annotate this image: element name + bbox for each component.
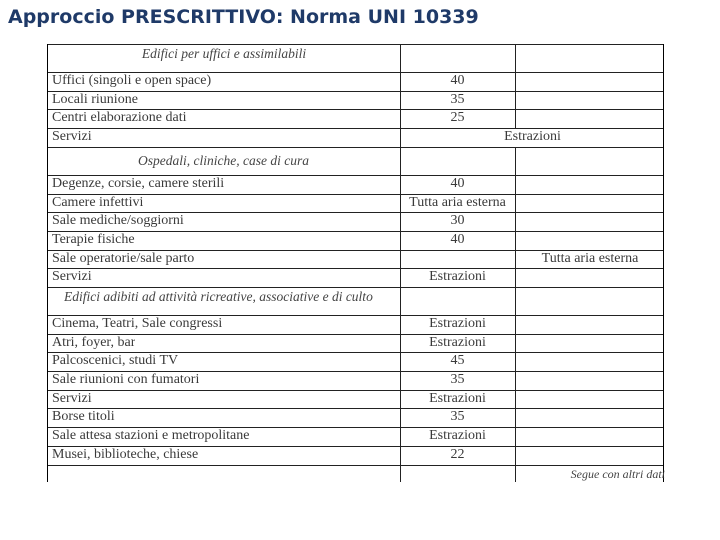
row-label: Servizi <box>52 129 92 144</box>
table-grid <box>48 44 663 482</box>
column-divider <box>515 44 516 72</box>
column-divider <box>515 212 516 231</box>
row-value: 35 <box>450 409 465 424</box>
row-divider <box>48 390 663 391</box>
row-divider <box>48 91 663 92</box>
row-label: Servizi <box>52 391 92 406</box>
row-value: Estrazioni <box>429 391 486 406</box>
row-label: Borse titoli <box>52 409 115 424</box>
row-label: Locali riunione <box>52 92 138 107</box>
row-value: 30 <box>450 213 465 228</box>
column-divider <box>400 44 401 72</box>
row-label: Palcoscenici, studi TV <box>52 353 179 368</box>
row-value: 40 <box>450 232 465 247</box>
column-divider <box>515 408 516 427</box>
column-divider <box>515 465 516 482</box>
section-header: Edifici adibiti ad attività ricreative, associative e di culto <box>64 289 373 304</box>
row-label: Terapie fisiche <box>52 232 135 247</box>
slide-title: Approccio PRESCRITTIVO: Norma UNI 10339 <box>8 6 479 28</box>
row-label: Atri, foyer, bar <box>52 335 136 350</box>
column-divider <box>400 147 401 175</box>
column-divider <box>515 91 516 109</box>
table-footnote: Segue con altri dati <box>570 467 665 481</box>
column-divider <box>515 268 516 287</box>
row-value: 35 <box>450 92 465 107</box>
column-divider <box>515 352 516 371</box>
column-divider <box>400 250 401 268</box>
row-label: Centri elaborazione dati <box>52 110 187 125</box>
row-value: 35 <box>450 372 465 387</box>
column-divider <box>515 287 516 315</box>
ventilation-table <box>47 44 664 482</box>
row-label: Camere infettivi <box>52 195 144 210</box>
row-value: Tutta aria esterna <box>409 195 506 210</box>
column-divider <box>400 465 401 482</box>
row-value: 22 <box>450 447 465 462</box>
row-label: Sale mediche/soggiorni <box>52 213 184 228</box>
row-divider <box>48 334 663 335</box>
row-value: 40 <box>450 176 465 191</box>
row-value: Estrazioni <box>504 129 561 144</box>
row-label: Sale attesa stazioni e metropolitane <box>52 428 250 443</box>
column-divider <box>515 194 516 212</box>
row-divider <box>48 408 663 409</box>
row-label: Servizi <box>52 269 92 284</box>
column-divider <box>515 109 516 128</box>
row-label: Sale operatorie/sale parto <box>52 251 195 266</box>
row-label: Musei, biblioteche, chiese <box>52 447 199 462</box>
section-header: Edifici per uffici e assimilabili <box>141 46 307 61</box>
row-divider <box>48 268 663 269</box>
row-value: Tutta aria esterna <box>541 251 639 266</box>
column-divider <box>515 72 516 91</box>
row-value: Estrazioni <box>429 335 486 350</box>
row-value: 45 <box>450 353 465 368</box>
column-divider <box>515 231 516 250</box>
column-divider <box>515 175 516 194</box>
row-label: Cinema, Teatri, Sale congressi <box>52 316 223 331</box>
column-divider <box>515 446 516 465</box>
row-value: Estrazioni <box>429 428 486 443</box>
column-divider <box>515 334 516 352</box>
column-divider <box>515 427 516 446</box>
column-divider <box>400 287 401 315</box>
row-value: 40 <box>450 73 465 88</box>
column-divider <box>515 315 516 334</box>
row-label: Sale riunioni con fumatori <box>52 372 200 387</box>
column-divider <box>515 147 516 175</box>
row-value: Estrazioni <box>429 269 486 284</box>
section-header: Ospedali, cliniche, case di cura <box>138 153 309 168</box>
row-divider <box>48 231 663 232</box>
row-label: Uffici (singoli e open space) <box>52 73 212 88</box>
row-value: Estrazioni <box>429 316 486 331</box>
row-label: Degenze, corsie, camere sterili <box>52 176 225 191</box>
row-value: 25 <box>450 110 465 125</box>
row-divider <box>48 147 663 148</box>
column-divider <box>515 371 516 390</box>
column-divider <box>515 390 516 408</box>
